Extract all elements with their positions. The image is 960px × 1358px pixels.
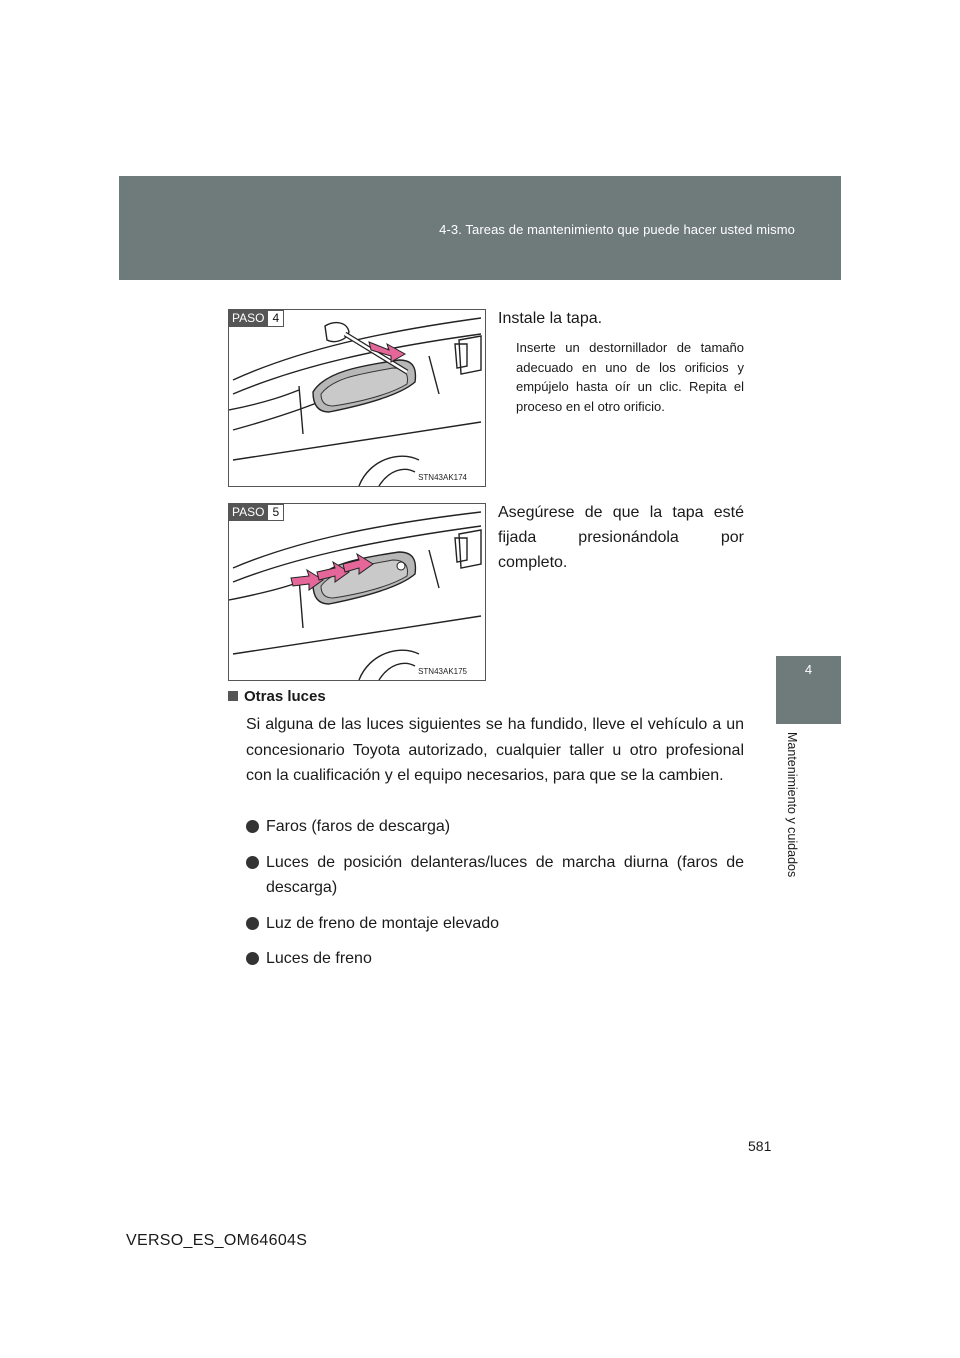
lights-list xyxy=(246,814,744,982)
bullet-dot-icon xyxy=(246,952,259,965)
step-4-tag-label: PASO xyxy=(229,310,267,327)
chapter-title-vertical: Mantenimiento y cuidados xyxy=(785,732,799,878)
step-4-tag-number: 4 xyxy=(267,310,284,327)
step-4-illustration xyxy=(228,309,486,487)
list-item-text: Faros (faros de descarga) xyxy=(266,818,451,835)
step-5-tag xyxy=(229,504,284,521)
chapter-number: 4 xyxy=(804,662,813,677)
square-bullet-icon xyxy=(228,691,238,701)
page-number: 581 xyxy=(748,1138,772,1154)
step-4-title: Instale la tapa. xyxy=(498,310,603,327)
list-item xyxy=(246,850,744,901)
bullet-dot-icon xyxy=(246,856,259,869)
bullet-dot-icon xyxy=(246,820,259,833)
section-heading-text: Otras luces xyxy=(244,688,326,705)
bullet-dot-icon xyxy=(246,917,259,930)
list-item-text: Luces de posición delanteras/luces de marcha diurna (faros de descarga) xyxy=(266,853,744,896)
section-heading xyxy=(228,688,326,705)
step-5-tag-label: PASO xyxy=(229,504,267,521)
list-item-text: Luces de freno xyxy=(266,950,372,967)
list-item xyxy=(246,946,744,972)
list-item-text: Luz de freno de montaje elevado xyxy=(266,914,500,932)
section-body: Si alguna de las luces siguientes se ha fundido, lleve el vehículo a un concesionario Toyota autorizado, cualquier taller u otro profesional con la cualificación y el equipo necesarios, para que se la cambien. xyxy=(246,716,744,784)
list-item xyxy=(246,814,744,840)
chapter-tab xyxy=(776,656,841,724)
step-5-illustration xyxy=(228,503,486,681)
step-5-title xyxy=(498,500,744,575)
list-item xyxy=(246,911,744,937)
step-5-title-last: completo. xyxy=(498,554,568,571)
step-4-note: Inserte un destornillador de tamaño adecuado en uno de los orificios y empújelo hasta oír un clic. Repita el proceso en el otro orificio. xyxy=(516,340,744,414)
section-header-title: 4-3. Tareas de mantenimiento que puede hacer usted mismo xyxy=(439,222,795,237)
step-5-drawing xyxy=(229,504,485,680)
document-id: VERSO_ES_OM64604S xyxy=(126,1232,308,1249)
step-4-drawing xyxy=(229,310,485,486)
step-5-figure-code: STN43AK175 xyxy=(418,667,467,676)
step-5-tag-number: 5 xyxy=(267,504,284,521)
step-4-figure-code: STN43AK174 xyxy=(418,473,467,482)
step-5-title-main: Asegúrese de que la tapa esté fijada presionándola por xyxy=(498,504,744,546)
step-4-tag xyxy=(229,310,284,327)
header-band xyxy=(119,176,841,280)
